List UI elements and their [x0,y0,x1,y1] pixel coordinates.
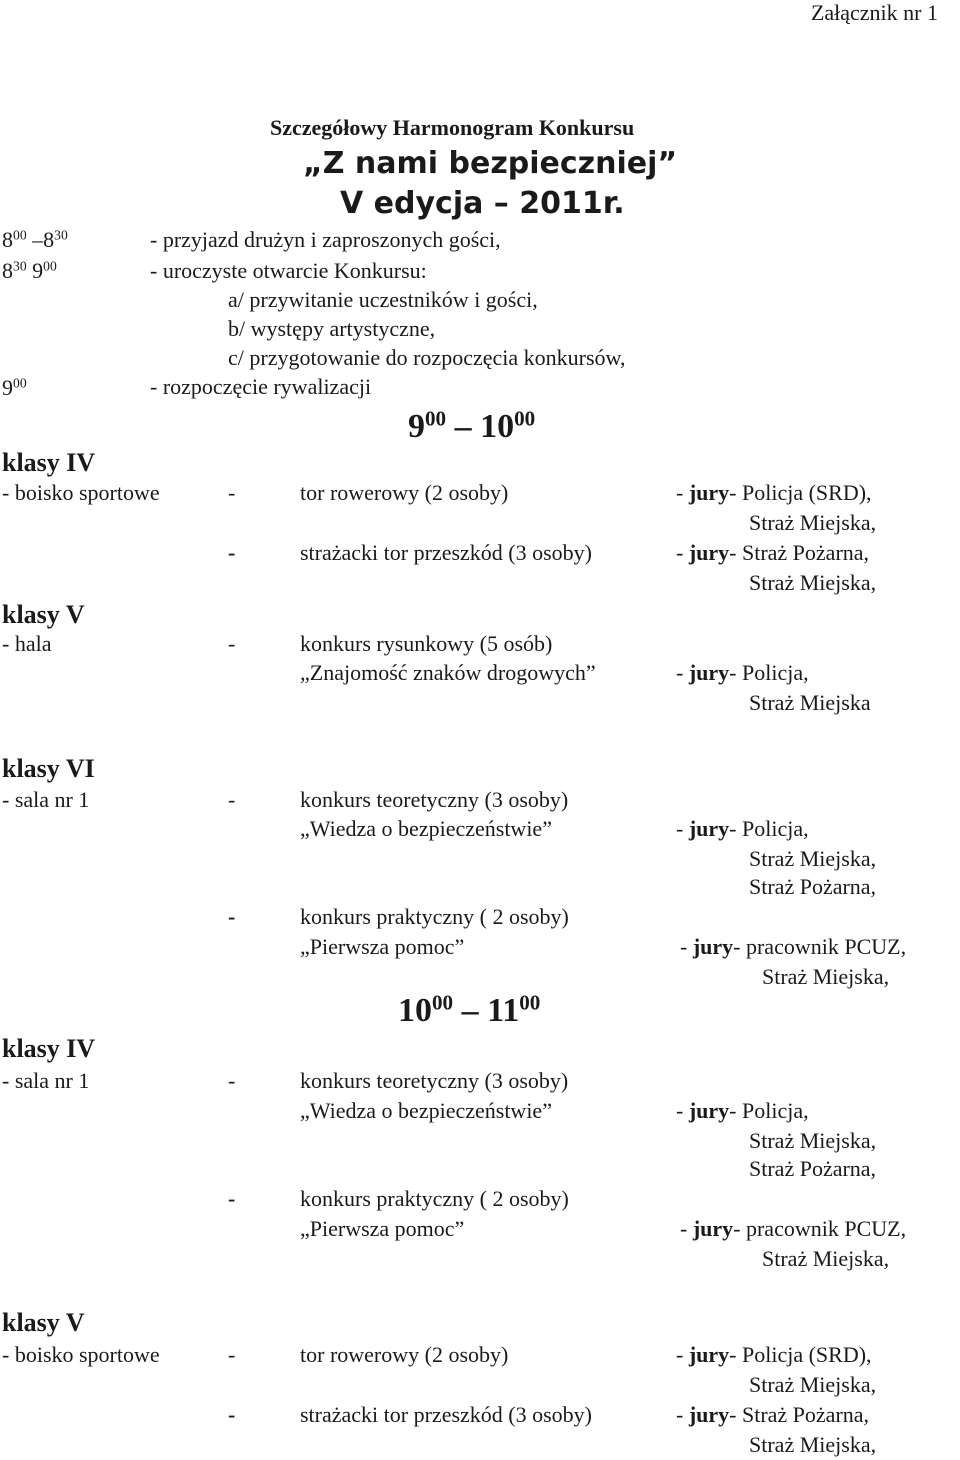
item-dash: - [228,631,236,656]
intro-item-2: - uroczyste otwarcie Konkursu: [150,258,427,283]
activity: strażacki tor przeszkód (3 osoby) [300,540,593,565]
jury-line: - jury- pracownik PCUZ, [680,934,907,959]
jury-member: Straż Miejska, [762,1246,890,1271]
jury-member: Straż Miejska, [749,570,877,595]
intro-subitem-c: c/ przygotowanie do rozpoczęcia konkursów, [228,345,626,370]
edition-line: V edycja – 2011r. [340,186,625,221]
activity: konkurs rysunkowy (5 osób) [300,631,553,656]
venue: - hala [2,631,52,656]
activity-theme: „Znajomość znaków drogowych” [300,660,596,685]
jury-member: Straż Miejska, [749,510,877,535]
item-dash: - [228,540,236,565]
intro-time-3: $9^{00}$ [2,375,27,400]
item-dash: - [228,1068,236,1093]
venue: - sala nr 1 [2,787,90,812]
attachment-label: Załącznik nr 1 [810,0,938,25]
jury-member: Straż Pożarna, [749,874,877,899]
jury-line: - jury- Policja (SRD), [676,480,872,505]
document-title: Szczegółowy Harmonogram Konkursu [270,115,635,140]
intro-time-2: $8^{30}$ $9^{00}$ [2,258,57,283]
time-slot-heading: $10^{00} - 11^{00}$ [398,990,541,1029]
item-dash: - [228,1342,236,1367]
jury-member: Straż Miejska, [762,964,890,989]
jury-member: Straż Miejska, [749,1128,877,1153]
jury-line: - jury- Straż Pożarna, [676,540,870,565]
jury-line: - jury- Policja, [676,1098,809,1123]
class-group-heading: klasy V [2,600,85,629]
activity-theme: „Pierwsza pomoc” [300,934,465,959]
jury-member: Straż Miejska, [749,1432,877,1457]
item-dash: - [228,480,236,505]
intro-item-1: - przyjazd drużyn i zaproszonych gości, [150,227,501,252]
activity-theme: „Wiedza o bezpieczeństwie” [300,1098,552,1123]
activity: tor rowerowy (2 osoby) [300,1342,509,1367]
item-dash: - [228,1186,236,1211]
intro-subitem-b: b/ występy artystyczne, [228,316,436,341]
intro-item-3: - rozpoczęcie rywalizacji [150,374,372,399]
jury-member: Straż Miejska [749,690,871,715]
activity: strażacki tor przeszkód (3 osoby) [300,1402,593,1427]
item-dash: - [228,1402,236,1427]
jury-line: - jury- Policja, [676,660,809,685]
jury-line: - jury- pracownik PCUZ, [680,1216,907,1241]
activity: konkurs praktyczny ( 2 osoby) [300,904,569,929]
class-group-heading: klasy VI [2,754,95,783]
contest-name: „Z nami bezpieczniej” [303,146,678,181]
jury-line: - jury- Policja (SRD), [676,1342,872,1367]
activity: tor rowerowy (2 osoby) [300,480,509,505]
intro-time-1: $8^{00}$ $-8^{30}$ [2,227,68,252]
venue: - boisko sportowe [2,1342,160,1367]
jury-member: Straż Pożarna, [749,1156,877,1181]
venue: - boisko sportowe [2,480,160,505]
activity: konkurs praktyczny ( 2 osoby) [300,1186,569,1211]
jury-line: - jury- Policja, [676,816,809,841]
venue: - sala nr 1 [2,1068,90,1093]
item-dash: - [228,904,236,929]
jury-member: Straż Miejska, [749,846,877,871]
class-group-heading: klasy IV [2,448,96,477]
intro-subitem-a: a/ przywitanie uczestników i gości, [228,287,538,312]
activity: konkurs teoretyczny (3 osoby) [300,787,569,812]
activity-theme: „Wiedza o bezpieczeństwie” [300,816,552,841]
activity-theme: „Pierwsza pomoc” [300,1216,465,1241]
activity: konkurs teoretyczny (3 osoby) [300,1068,569,1093]
class-group-heading: klasy IV [2,1034,96,1063]
jury-member: Straż Miejska, [749,1372,877,1397]
time-slot-heading: $9^{00} - 10^{00}$ [408,406,536,445]
class-group-heading: klasy V [2,1308,85,1337]
item-dash: - [228,787,236,812]
jury-line: - jury- Straż Pożarna, [676,1402,870,1427]
